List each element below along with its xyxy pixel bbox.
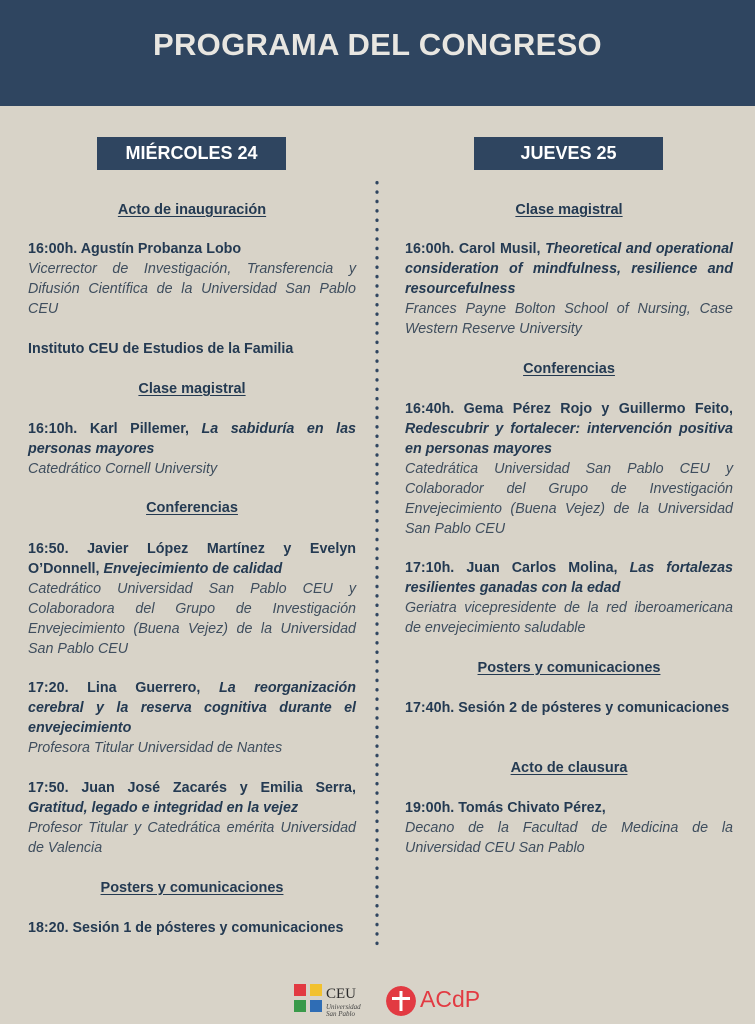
entry-head: 19:00h. Tomás Chivato Pérez, (405, 800, 606, 816)
entry-head: 16:00h. Carol Musil, (405, 241, 546, 257)
entry-head: Instituto CEU de Estudios de la Familia (28, 341, 294, 357)
program-entry (28, 239, 356, 319)
ceu-logo-icon (294, 984, 322, 1012)
entry-affiliation: Profesor Titular y Catedrática emérita Universidad de Valencia (28, 820, 356, 856)
entry-head: 17:20. Lina Guerrero, (28, 680, 219, 696)
ceu-logo-text: CEU (326, 986, 356, 1002)
section-title: Conferencias (146, 500, 238, 516)
day-badge-wednesday: MIÉRCOLES 24 (97, 137, 286, 170)
entry-affiliation: Geriatra vicepresidente de la red iberoamericana de envejecimiento saludable (405, 600, 733, 636)
entry-head: 16:10h. Karl Pillemer, (28, 421, 202, 437)
acdp-logo-icon (386, 986, 416, 1016)
entry-head: 16:50. Javier López Martínez y Evelyn O’Donnell, (28, 541, 356, 577)
entry-talk-title: La sabiduría en las personas mayores (28, 421, 356, 457)
program-entry (28, 778, 356, 858)
program-entry (28, 539, 356, 659)
page-title: PROGRAMA DEL CONGRESO (153, 27, 602, 62)
entry-head: 16:40h. Gema Pérez Rojo y Guillermo Feito, (405, 401, 733, 417)
dotted-divider (375, 178, 379, 946)
program-entry (405, 399, 733, 539)
entry-affiliation: Decano de la Facultad de Medicina de la Universidad CEU San Pablo (405, 820, 733, 856)
program-entry (405, 798, 733, 858)
entry-head: 16:00h. Agustín Probanza Lobo (28, 241, 242, 257)
header-banner (0, 0, 755, 106)
entry-affiliation: Catedrático Universidad San Pablo CEU y Colaboradora del Grupo de Investigación Envejecimiento (Buena Vejez) de la Universidad San Pablo CEU (28, 581, 356, 657)
section-title: Posters y comunicaciones (100, 880, 284, 896)
section-title: Acto de clausura (510, 760, 628, 776)
entry-talk-title: La reorganización cerebral y la reserva cognitiva durante el envejecimiento (28, 680, 356, 736)
program-entry (405, 239, 733, 339)
ceu-logo-subtitle: Universidad San Pablo (326, 1003, 361, 1018)
entry-affiliation: Profesora Titular Universidad de Nantes (28, 740, 283, 756)
entry-talk-title: Gratitud, legado e integridad en la vejez (28, 800, 299, 816)
section-title: Conferencias (523, 361, 615, 377)
section-title: Acto de inauguración (117, 202, 267, 218)
entry-head: 17:10h. Juan Carlos Molina, (405, 560, 630, 576)
program-entry (28, 918, 356, 938)
entry-head: 17:50. Juan José Zacarés y Emilia Serra, (28, 780, 356, 796)
entry-affiliation: Frances Payne Bolton School of Nursing, Case Western Reserve University (405, 301, 733, 337)
day-badge-thursday: JUEVES 25 (474, 137, 663, 170)
section-title: Posters y comunicaciones (477, 660, 661, 676)
entry-head: 17:40h. Sesión 2 de pósteres y comunicaciones (405, 700, 730, 716)
entry-affiliation: Catedrático Cornell University (28, 461, 218, 477)
entry-talk-title: Envejecimiento de calidad (103, 561, 283, 577)
footer-logos (294, 982, 514, 1022)
acdp-logo-text: ACdP (420, 986, 481, 1012)
entry-talk-title: Las fortalezas resilientes ganadas con la edad (405, 560, 733, 596)
program-entry (405, 698, 733, 718)
entry-affiliation: Catedrática Universidad San Pablo CEU y Colaborador del Grupo de Investigación Envejecimiento (Buena Vejez) de la Universidad San Pablo CEU (405, 461, 733, 537)
section-title: Clase magistral (138, 381, 246, 397)
program-entry (28, 678, 356, 758)
program-entry (28, 419, 356, 479)
section-title: Clase magistral (515, 202, 623, 218)
program-entry (28, 339, 356, 359)
entry-talk-title: Redescubrir y fortalecer: intervención positiva en personas mayores (405, 421, 733, 457)
entry-head: 18:20. Sesión 1 de pósteres y comunicaciones (28, 920, 344, 936)
entry-affiliation: Vicerrector de Investigación, Transferencia y Difusión Científica de la Universidad San Pablo CEU (28, 261, 356, 317)
entry-talk-title: Theoretical and operational consideration of mindfulness, resilience and resourcefulness (405, 241, 733, 297)
program-entry (405, 558, 733, 638)
